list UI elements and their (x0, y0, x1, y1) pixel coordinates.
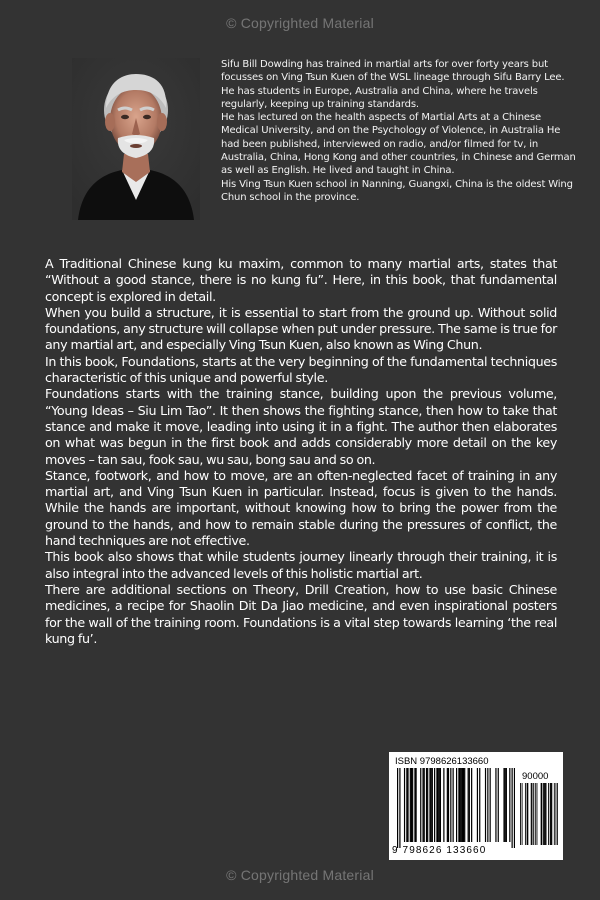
barcode-bar (469, 768, 470, 842)
barcode-bar (544, 783, 545, 845)
barcode-bar (509, 768, 510, 842)
description-paragraph: A Traditional Chinese kung ku maxim, common to many martial arts, states that “Without a good stance, there is no kung fu”. Here, in this book, that fundamental concept is explored in detail. (45, 256, 557, 304)
copyright-watermark-bottom: © Copyrighted Material (226, 867, 374, 883)
barcode-bar (498, 768, 499, 842)
barcode-bar (431, 768, 432, 842)
barcode-bar (512, 768, 513, 848)
barcode-bar (525, 783, 526, 845)
author-bio-paragraph: He has lectured on the health aspects of Martial Arts at a Chinese Medical University, and on the Psychology of Violence, in Australia He had been published, interviewed on radio, and/or filmed for tv, in Australia, China, Hong Kong and other countries, in Chinese and German as well as English. He lived and taught in China. (221, 112, 576, 177)
barcode-bar (550, 783, 551, 845)
barcode-bar (406, 768, 407, 842)
barcode-bar (548, 783, 549, 845)
barcode-bar (436, 768, 437, 842)
barcode-main-bars (397, 768, 515, 848)
barcode-bar (487, 768, 488, 842)
barcode-bar (527, 783, 528, 845)
barcode-bar (551, 783, 552, 845)
book-description (45, 256, 557, 647)
description-paragraph: This book also shows that while students journey linearly through their training, it is also integral into the advanced levels of this holistic martial art. (45, 549, 557, 581)
barcode-bar (424, 768, 425, 842)
barcode-bar (541, 783, 542, 845)
barcode-bar (541, 783, 542, 845)
barcode-bar (551, 783, 552, 845)
isbn-barcode (389, 752, 563, 860)
barcode-bar (453, 768, 454, 842)
isbn-label: ISBN 9798626133660 (395, 756, 489, 767)
barcode-bar (432, 768, 433, 842)
barcode-bar (468, 768, 469, 842)
barcode-bar (463, 768, 464, 842)
barcode-bar (429, 768, 430, 842)
barcode-bar (495, 768, 496, 842)
barcode-bar (471, 768, 472, 842)
barcode-bar (414, 768, 415, 842)
author-bio (221, 58, 581, 204)
author-bio-paragraph: His Ving Tsun Kuen school in Nanning, Guangxi, China is the oldest Wing Chun school in the province. (221, 178, 573, 203)
author-photo (72, 58, 200, 220)
barcode-bar (527, 783, 528, 845)
barcode-bar (503, 768, 504, 842)
author-bio-paragraph: He has students in Europe, Australia and China, where he travels regularly, keeping up training standards. (221, 85, 538, 110)
barcode-bar (407, 768, 408, 842)
description-paragraph: In this book, Foundations, starts at the very beginning of the fundamental techniques characteristic of this unique and powerful style. (45, 353, 557, 386)
barcode-digits: 9 798626 133660 (392, 845, 487, 856)
barcode-bar (520, 783, 521, 845)
description-paragraph: When you build a structure, it is essential to start from the ground up. Without solid foundations, any structure will collapse when put under pressure. The same is true for any martial art, and especially Ving Tsun Kuen, also known as Wing Chun. (45, 304, 557, 353)
barcode-bar (514, 768, 515, 848)
barcode-bar (420, 768, 421, 842)
barcode-bar (479, 768, 480, 842)
barcode-bar (461, 768, 462, 842)
barcode-bar (464, 768, 465, 842)
barcode-bar (543, 783, 544, 845)
barcode-bar (427, 768, 428, 842)
barcode-bar (459, 768, 460, 842)
barcode-bar (411, 768, 412, 842)
barcode-bar (485, 768, 486, 842)
barcode-bar (506, 768, 507, 842)
barcode-bar (456, 768, 457, 842)
barcode-bar (557, 783, 558, 845)
barcode-bar (437, 768, 438, 842)
barcode-bar (533, 783, 534, 845)
barcode-bar (522, 783, 523, 845)
barcode-bar (422, 768, 423, 842)
barcode-bar (546, 783, 547, 845)
barcode-bar (462, 768, 463, 842)
barcode-bar (545, 783, 546, 845)
barcode-bar (397, 768, 398, 848)
barcode-bar (535, 783, 536, 845)
barcode-addon-bars (520, 783, 558, 845)
barcode-bar (450, 768, 451, 842)
barcode-bar (554, 783, 555, 845)
barcode-bar (434, 768, 435, 842)
barcode-bar (404, 768, 405, 842)
barcode-bar (416, 768, 417, 842)
barcode-bar (458, 768, 459, 842)
barcode-bar (439, 768, 440, 842)
barcode-bar (532, 783, 533, 845)
barcode-bar (531, 783, 532, 845)
description-paragraph: Foundations starts with the training stance, building upon the previous volume, “Young Ideas – Siu Lim Tao”. It then shows the fighting stance, then how to take that stance and make it move, leading into using it in a fight. The author then elaborates on what was begun in the first book and adds considerably more detail on the key moves – tan sau, fook sau, wu sau, bong sau and so on. (45, 386, 557, 467)
barcode-bar (410, 768, 411, 842)
barcode-bar (440, 768, 441, 842)
barcode-bar (448, 768, 449, 842)
barcode-bar (443, 768, 444, 842)
barcode-bar (477, 768, 478, 842)
barcode-bar (399, 768, 400, 848)
barcode-bar (490, 768, 491, 842)
author-bio-paragraph: Sifu Bill Dowding has trained in martial arts for over forty years but focusses on Ving Tsun Kuen of the WSL lineage through Sifu Barry Lee. (221, 59, 565, 84)
description-paragraph: Stance, footwork, and how to move, are an often-neglected facet of training in any martial art, and Ving Tsun Kuen in particular. Instead, focus is given to the hands. While the hands are important, without knowing how to bring the power from the ground to the hands, and how to remain stable during the pressures of conflict, the hand techniques are not effective. (45, 467, 557, 549)
barcode-bar (505, 768, 506, 842)
barcode-bar (412, 768, 413, 842)
description-paragraph: There are additional sections on Theory, Drill Creation, how to use basic Chinese medicines, a recipe for Shaolin Dit Da Jiao medicine, and even inspirational posters for the wall of the training room. Foundations is a vital step towards learning ‘the real kung fu’. (45, 581, 557, 646)
barcode-bar (556, 783, 557, 845)
copyright-watermark-top: © Copyrighted Material (226, 15, 374, 31)
price-code: 90000 (522, 771, 549, 782)
barcode-bar (537, 783, 538, 845)
barcode-bar (426, 768, 427, 842)
author-portrait-icon (72, 58, 200, 220)
barcode-bar (447, 768, 448, 842)
